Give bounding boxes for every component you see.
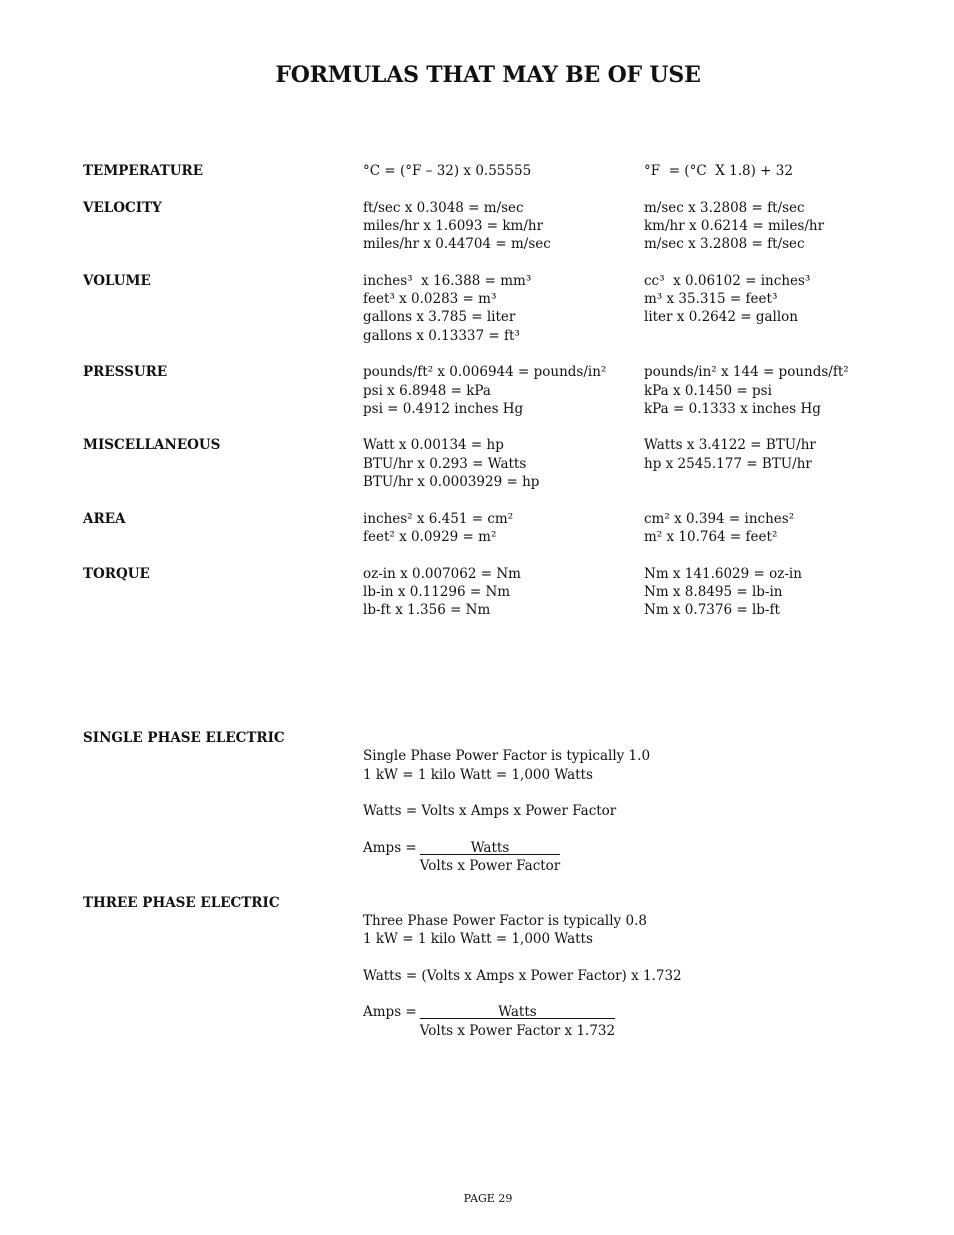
formula-line: BTU/hr x 0.0003929 = hp xyxy=(363,474,540,491)
section-torque xyxy=(83,565,923,620)
right-formulas xyxy=(644,162,923,180)
formula-line: Watt x 0.00134 = hp xyxy=(363,437,504,454)
formula-line: hp x 2545.177 = BTU/hr xyxy=(644,455,812,472)
formula-line: miles/hr x 1.6093 = km/hr xyxy=(363,217,544,234)
section-area xyxy=(83,510,923,547)
conversion-table xyxy=(83,162,923,638)
right-formulas xyxy=(644,199,923,254)
formula-line: lb-in x 0.11296 = Nm xyxy=(363,583,511,600)
amps-fraction xyxy=(420,1003,615,1040)
formula-line: Nm x 8.8495 = lb-in xyxy=(644,583,783,600)
section-label: THREE PHASE ELECTRIC xyxy=(83,894,280,911)
right-formulas xyxy=(644,436,923,491)
section-body xyxy=(363,912,923,1040)
section-velocity xyxy=(83,199,923,254)
left-formulas xyxy=(363,363,644,418)
fraction-denominator: Volts x Power Factor x 1.732 xyxy=(419,1022,616,1039)
amps-formula xyxy=(363,839,923,876)
section-label: PRESSURE xyxy=(83,364,168,381)
section-volume xyxy=(83,272,923,345)
formula-line: pounds/ft² x 0.006944 = pounds/in² xyxy=(363,364,607,381)
formula-line: km/hr x 0.6214 = miles/hr xyxy=(644,217,825,234)
formula-line: m/sec x 3.2808 = ft/sec xyxy=(644,236,805,253)
section-body xyxy=(363,747,923,875)
formula-line: Nm x 0.7376 = lb-ft xyxy=(644,602,780,619)
formula-line: kPa x 0.1450 = psi xyxy=(644,382,772,399)
note-line: 1 kW = 1 kilo Watt = 1,000 Watts xyxy=(363,931,593,948)
note-line: Three Phase Power Factor is typically 0.8 xyxy=(363,912,647,929)
section-single-phase-electric xyxy=(83,729,923,875)
section-label: SINGLE PHASE ELECTRIC xyxy=(83,730,285,746)
section-label: MISCELLANEOUS xyxy=(83,437,221,454)
formula-line: psi x 6.8948 = kPa xyxy=(363,382,491,399)
section-label: VELOCITY xyxy=(83,199,162,216)
formula-line: m³ x 35.315 = feet³ xyxy=(644,291,778,308)
right-formulas xyxy=(644,272,923,345)
formula-line: °F = (°C X 1.8) + 32 xyxy=(644,163,793,179)
amps-label: Amps = xyxy=(363,1004,417,1021)
left-formulas xyxy=(363,436,644,491)
formula-line: feet² x 0.0929 = m² xyxy=(363,528,497,545)
page-number: PAGE 29 xyxy=(463,1192,513,1205)
formula-line: m² x 10.764 = feet² xyxy=(644,528,778,545)
electric-formulas xyxy=(83,729,923,1058)
left-formulas xyxy=(363,272,644,345)
right-formulas xyxy=(644,363,923,418)
amps-formula xyxy=(363,1003,923,1040)
right-formulas xyxy=(644,565,923,620)
formula-line: °C = (°F – 32) x 0.55555 xyxy=(363,163,532,179)
fraction-denominator: Volts x Power Factor xyxy=(419,858,561,875)
formula-line: oz-in x 0.007062 = Nm xyxy=(363,565,521,582)
formula-line: cm² x 0.394 = inches² xyxy=(644,510,795,527)
formula-line: feet³ x 0.0283 = m³ xyxy=(363,291,497,308)
formula-line: gallons x 0.13337 = ft³ xyxy=(363,327,520,344)
note-line: 1 kW = 1 kilo Watt = 1,000 Watts xyxy=(363,766,593,783)
formula-line: gallons x 3.785 = liter xyxy=(363,309,516,326)
formula-line: kPa = 0.1333 x inches Hg xyxy=(644,400,821,417)
left-formulas xyxy=(363,199,644,254)
note-line: Single Phase Power Factor is typically 1.0 xyxy=(363,748,651,765)
page-title: FORMULAS THAT MAY BE OF USE xyxy=(275,62,701,88)
fraction-numerator: Watts xyxy=(420,1003,615,1019)
section-label: AREA xyxy=(83,510,126,527)
formula-line: miles/hr x 0.44704 = m/sec xyxy=(363,236,551,253)
section-miscellaneous xyxy=(83,436,923,491)
section-label: VOLUME xyxy=(83,272,151,289)
formula-line: inches² x 6.451 = cm² xyxy=(363,510,514,527)
watts-formula: Watts = (Volts x Amps x Power Factor) x 1.732 xyxy=(363,967,682,984)
watts-formula: Watts = Volts x Amps x Power Factor xyxy=(363,803,617,820)
section-temperature xyxy=(83,162,923,180)
right-formulas xyxy=(644,510,923,547)
fraction-numerator: Watts xyxy=(420,839,561,855)
formula-line: psi = 0.4912 inches Hg xyxy=(363,400,524,417)
left-formulas xyxy=(363,510,644,547)
section-three-phase-electric xyxy=(83,894,923,1040)
amps-fraction xyxy=(420,839,561,876)
section-label: TORQUE xyxy=(83,565,150,582)
left-formulas xyxy=(363,565,644,620)
formula-line: BTU/hr x 0.293 = Watts xyxy=(363,455,527,472)
formula-line: pounds/in² x 144 = pounds/ft² xyxy=(644,364,849,381)
section-label: TEMPERATURE xyxy=(83,163,204,179)
formula-line: Watts x 3.4122 = BTU/hr xyxy=(644,437,816,454)
section-pressure xyxy=(83,363,923,418)
formula-line: inches³ x 16.388 = mm³ xyxy=(363,272,532,289)
formula-line: liter x 0.2642 = gallon xyxy=(644,309,798,326)
amps-label: Amps = xyxy=(363,839,417,856)
formula-line: Nm x 141.6029 = oz-in xyxy=(644,565,802,582)
left-formulas xyxy=(363,162,644,180)
formula-line: m/sec x 3.2808 = ft/sec xyxy=(644,199,805,216)
formula-line: cc³ x 0.06102 = inches³ xyxy=(644,272,811,289)
formula-line: lb-ft x 1.356 = Nm xyxy=(363,602,491,619)
formula-line: ft/sec x 0.3048 = m/sec xyxy=(363,199,524,216)
